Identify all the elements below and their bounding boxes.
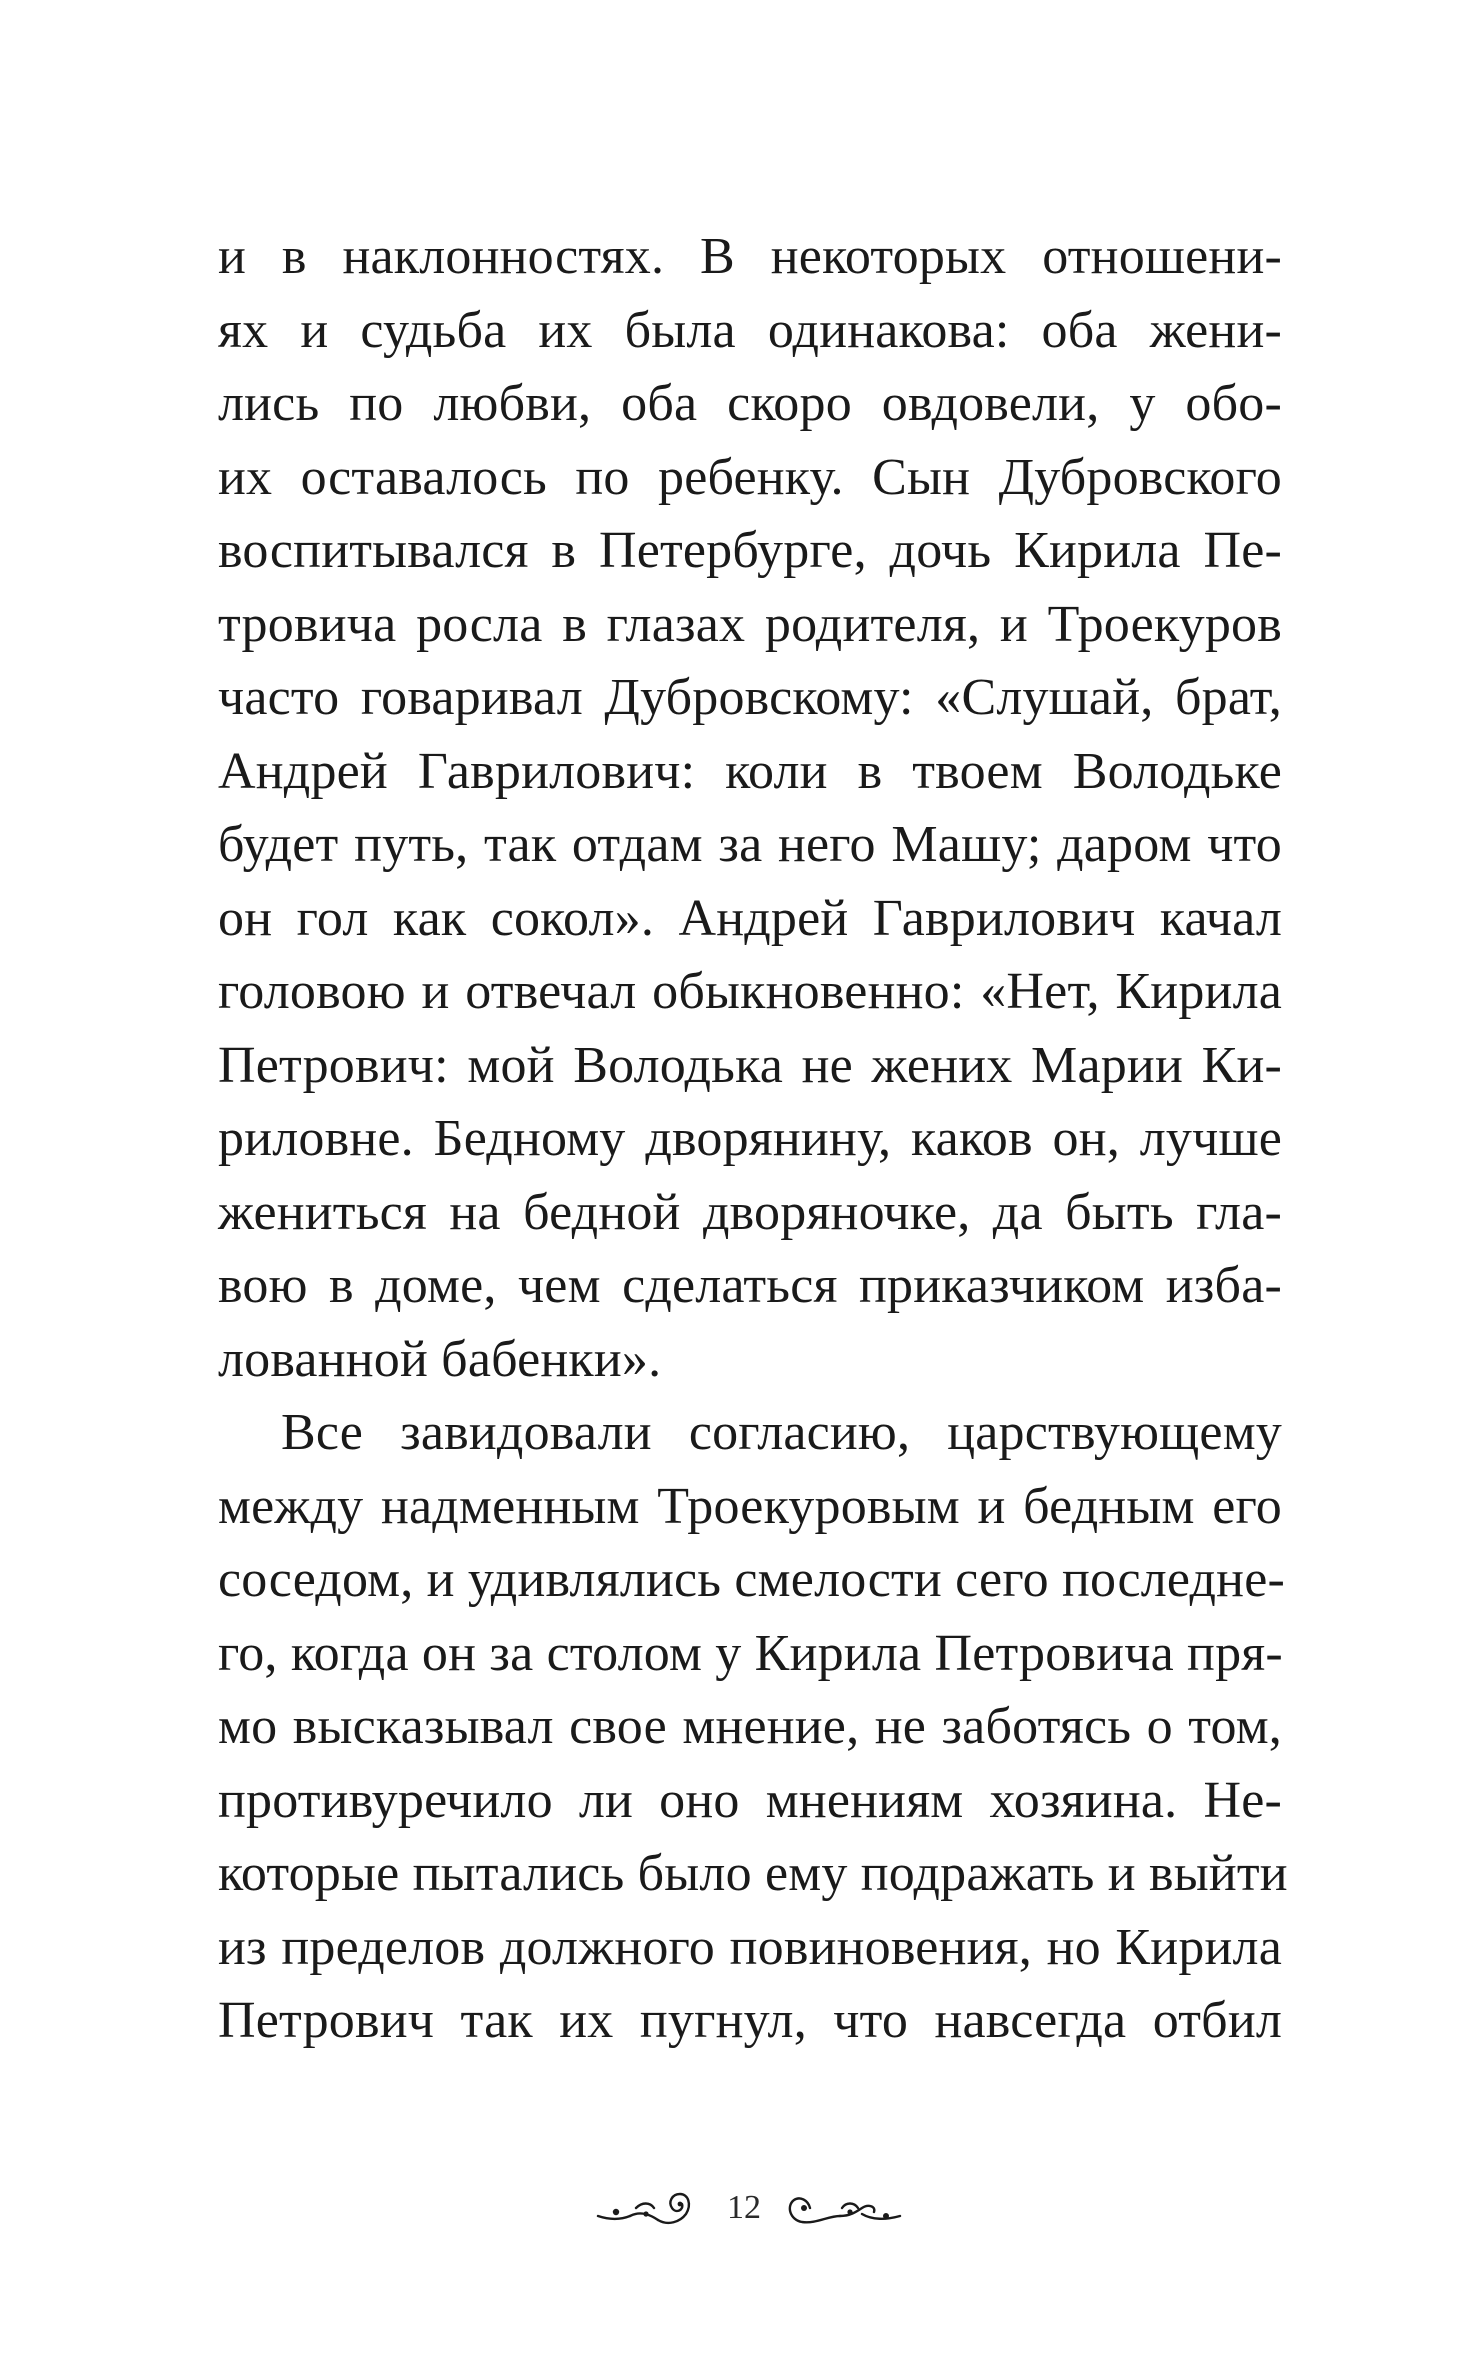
text-line: он гол как сокол». Андрей Гаврилович качал [218,889,1282,947]
text-line: тровича росла в глазах родителя, и Троекуров [218,595,1282,653]
text-line: го, когда он за столом у Кирила Петровича пря- [218,1624,1283,1682]
body-text [218,220,1288,2058]
paragraph-2 [218,1396,1288,2058]
text-line: воспитывался в Петербурге, дочь Кирила Пе- [218,522,1282,579]
text-line: противуречило ли оно мнениям хозяина. Не- [218,1771,1282,1829]
text-line: из пределов должного повиновения, но Кирила [218,1918,1282,1976]
text-line: часто говаривал Дубровскому: «Слушай, брат, [218,669,1282,726]
text-line: вою в доме, чем сделаться приказчиком изба- [218,1257,1282,1314]
text-line: лованной бабенки». [218,1330,662,1388]
text-line: ях и судьба их была одинакова: оба жени- [218,301,1282,359]
text-line: Андрей Гаврилович: коли в твоем Володьке [218,742,1282,800]
text-line: головою и отвечал обыкновенно: «Нет, Кирила [218,963,1282,1020]
text-line: будет путь, так отдам за него Машу; даром что [218,816,1282,873]
text-line: жениться на бедной дворяночке, да быть гла- [218,1183,1282,1241]
text-line: и в наклонностях. В некоторых отношени- [218,228,1282,285]
flourish-left-icon [596,2186,706,2236]
text-line: Петрович: мой Володька не жених Марии Ки- [218,1036,1282,1094]
flourish-right-icon [782,2186,902,2236]
text-line: Все завидовали согласию, царствующему [281,1404,1282,1461]
text-line: Петрович так их пугнул, что навсегда отбил [218,1992,1282,2049]
text-line: риловне. Бедному дворянину, каков он, лучше [218,1110,1282,1167]
text-line: их оставалось по ребенку. Сын Дубровского [218,448,1282,506]
page-footer [0,2178,1477,2238]
text-line: между надменным Троекуровым и бедным его [218,1477,1282,1535]
text-line: соседом, и удивлялись смелости сего последне- [218,1551,1286,1608]
text-line: лись по любви, оба скоро овдовели, у обо- [218,375,1282,432]
paragraph-1 [218,220,1282,1396]
text-line: которые пытались было ему подражать и выйти [218,1845,1288,1902]
page-number: 12 [727,2189,761,2226]
text-line: мо высказывал свое мнение, не заботясь о том, [218,1698,1282,1755]
